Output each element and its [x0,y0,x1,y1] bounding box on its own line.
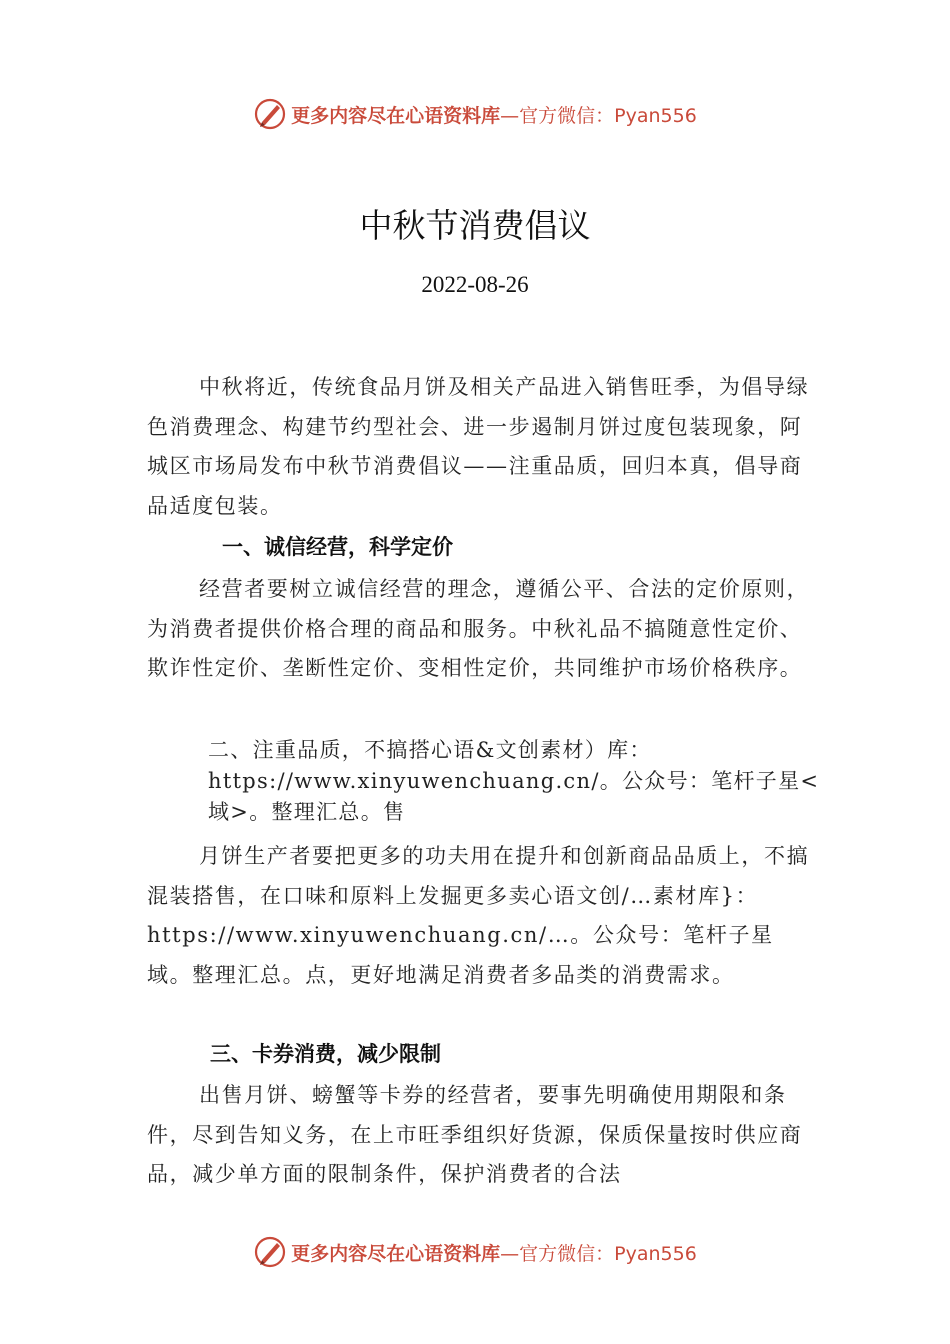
section3-heading: 三、卡券消费，减少限制 [210,1042,441,1066]
pen-logo-icon [253,97,287,131]
section2-heading: 二、注重品质，不搞搭心语&文创素材）库：https://www.xinyuwenchuang.cn/。公众号：笔杆子星<域>。整理汇总。售 [208,738,820,824]
section1-heading: 一、诚信经营，科学定价 [222,535,453,559]
intro-paragraph: 中秋将近，传统食品月饼及相关产品进入销售旺季，为倡导绿色消费理念、构建节约型社会、进一步遏制月饼过度包装现象，阿城区市场局发布中秋节消费倡议——注重品质，回归本真，倡导商品适度包装。 [147,375,810,518]
banner-sub-text: —官方微信：Pyan556 [500,104,697,127]
section3-body: 出售月饼、螃蟹等卡券的经营者，要事先明确使用期限和条件，尽到告知义务，在上市旺季组织好货源，保质保量按时供应商品，减少单方面的限制条件，保护消费者的合法 [147,1083,803,1186]
section2-body: 月饼生产者要把更多的功夫用在提升和创新商品品质上，不搞混装搭售，在口味和原料上发掘更多卖心语文创/…素材库}：https://www.xinyuwenchuang.cn/…。公众号：笔杆子星域。整理汇总。点，更好地满足消费者多品类的消费需求。 [147,844,810,987]
publish-date: 2022-08-26 [421,272,529,297]
banner-main-text: 更多内容尽在心语资料库 [291,1242,501,1265]
banner-sub-text: —官方微信：Pyan556 [500,1242,697,1265]
header-watermark-banner [0,94,950,134]
page-title: 中秋节消费倡议 [359,206,591,245]
section1-body: 经营者要树立诚信经营的理念，遵循公平、合法的定价原则，为消费者提供价格合理的商品和服务。中秋礼品不搞随意性定价、欺诈性定价、垄断性定价、变相性定价，共同维护市场价格秩序。 [147,577,810,680]
footer-watermark-banner [0,1232,950,1272]
banner-main-text: 更多内容尽在心语资料库 [291,104,501,127]
pen-logo-icon [253,1235,287,1269]
